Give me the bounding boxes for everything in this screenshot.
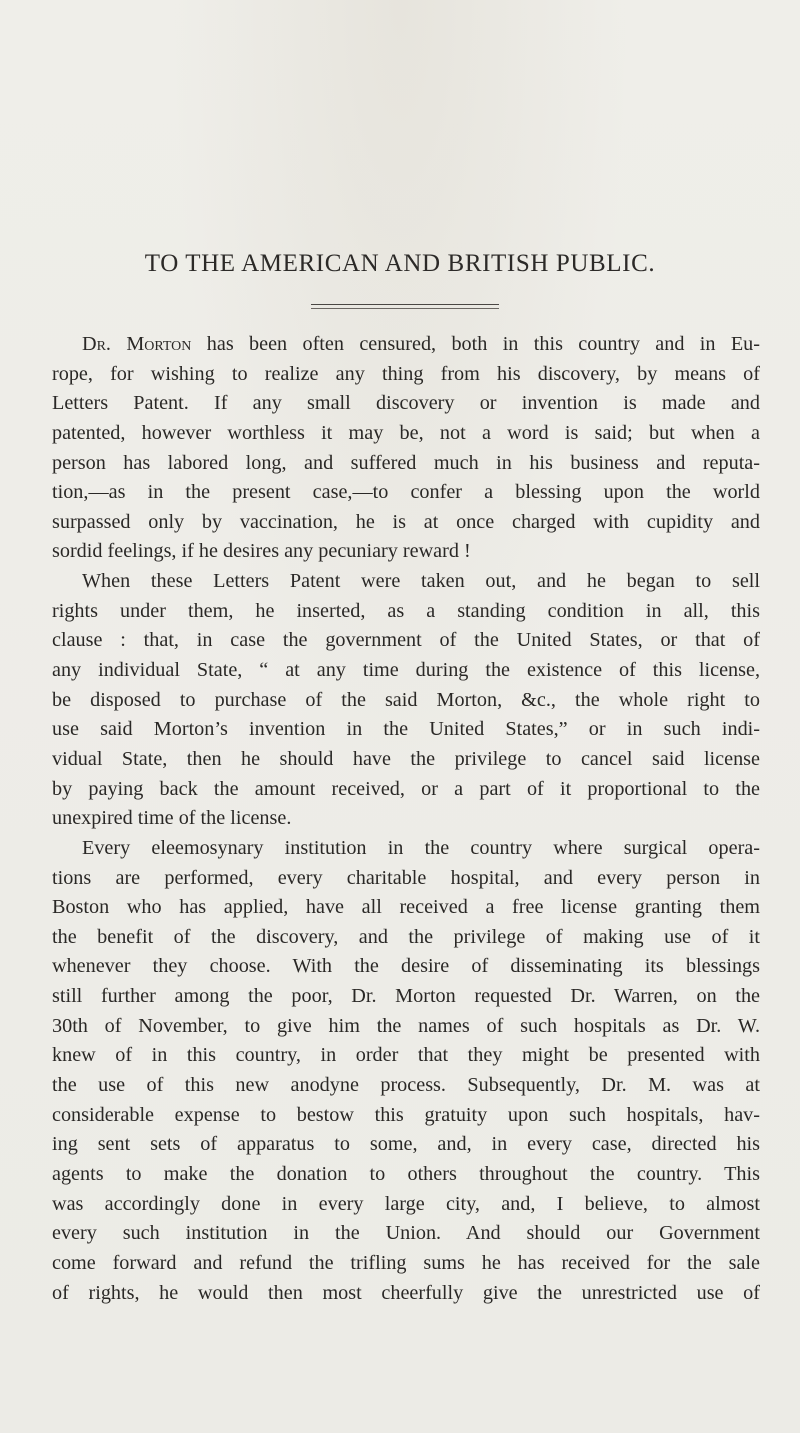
line-text: use said Morton’s invention in the United States,” or in such indi- — [52, 718, 760, 741]
text-line — [52, 952, 760, 982]
line-text: come forward and refund the trifling sums he has received for the sale — [52, 1251, 760, 1274]
line-text: still further among the poor, Dr. Morton requested Dr. Warren, on the — [52, 985, 760, 1008]
text-line — [52, 1160, 760, 1190]
line-text: tions are performed, every charitable hospital, and every person in — [52, 866, 760, 889]
line-text: the use of this new anodyne process. Subsequently, Dr. M. was at — [52, 1074, 760, 1097]
text-line — [52, 745, 760, 775]
line-text: knew of in this country, in order that they might be presented with — [52, 1044, 760, 1067]
line-text: surpassed only by vaccination, he is at once charged with cupidity and — [52, 510, 760, 533]
text-line — [52, 656, 760, 686]
text-line — [52, 1219, 760, 1249]
line-text: was accordingly done in every large city, and, I believe, to almost — [52, 1192, 760, 1215]
text-line — [52, 1279, 760, 1309]
line-text: whenever they choose. With the desire of disseminating its blessings — [52, 955, 760, 978]
line-text: considerable expense to bestow this gratuity upon such hospitals, hav- — [52, 1103, 760, 1126]
line-text: tion,—as in the present case,—to confer a blessing upon the world — [52, 481, 760, 504]
line-text: rope, for wishing to realize any thing from his discovery, by means of — [52, 362, 760, 385]
heading-rule — [311, 304, 499, 309]
text-line — [52, 1190, 760, 1220]
line-text: unexpired time of the license. — [52, 807, 292, 830]
text-line — [52, 537, 760, 567]
text-line — [52, 1130, 760, 1160]
line-text: Boston who has applied, have all received a free license granting them — [52, 896, 760, 919]
line-text: person has labored long, and suffered much in his business and reputa- — [52, 451, 760, 474]
text-line — [52, 1041, 760, 1071]
body-text — [52, 330, 760, 1308]
line-text: every such institution in the Union. And should our Government — [52, 1222, 760, 1245]
text-line — [52, 804, 760, 834]
line-text: When these Letters Patent were taken out, and he began to sell — [82, 570, 760, 593]
line-text: any individual State, “ at any time during the existence of this license, — [52, 659, 760, 682]
text-line — [52, 1101, 760, 1131]
line-text: be disposed to purchase of the said Morton, &c., the whole right to — [52, 688, 760, 711]
text-line — [52, 626, 760, 656]
line-text: ing sent sets of apparatus to some, and, in every case, directed his — [52, 1133, 760, 1156]
text-line — [52, 1249, 760, 1279]
text-line — [52, 360, 760, 390]
line-text: patented, however worthless it may be, not a word is said; but when a — [52, 421, 760, 444]
text-line — [52, 330, 760, 360]
text-line — [52, 597, 760, 627]
text-line — [52, 834, 760, 864]
text-line — [52, 864, 760, 894]
author-name: Dr. Morton — [82, 333, 192, 355]
line-text: by paying back the amount received, or a part of it proportional to the — [52, 777, 760, 800]
text-line — [52, 775, 760, 805]
line-text: of rights, he would then most cheerfully give the unrestricted use of — [52, 1281, 760, 1304]
text-line — [52, 982, 760, 1012]
line-text: clause : that, in case the government of the United States, or that of — [52, 629, 760, 652]
text-line — [52, 508, 760, 538]
document-heading: TO THE AMERICAN AND BRITISH PUBLIC. — [144, 250, 656, 277]
text-line — [52, 1012, 760, 1042]
text-line — [52, 449, 760, 479]
text-line — [52, 923, 760, 953]
line-text: agents to make the donation to others throughout the country. This — [52, 1162, 760, 1185]
line-text: 30th of November, to give him the names of such hospitals as Dr. W. — [52, 1014, 760, 1037]
text-line — [52, 1071, 760, 1101]
text-line — [52, 567, 760, 597]
line-text: Letters Patent. If any small discovery or invention is made and — [52, 392, 760, 415]
line-text: vidual State, then he should have the privilege to cancel said license — [52, 747, 760, 770]
text-line — [52, 419, 760, 449]
line-text: rights under them, he inserted, as a standing condition in all, this — [52, 599, 760, 622]
text-line — [52, 893, 760, 923]
line-text: the benefit of the discovery, and the privilege of making use of it — [52, 925, 760, 948]
text-line — [52, 478, 760, 508]
text-line — [52, 715, 760, 745]
text-line — [52, 686, 760, 716]
line-text: Every eleemosynary institution in the country where surgical opera- — [82, 836, 760, 859]
line-text: has been often censured, both in this country and in Eu- — [191, 333, 760, 355]
line-text: sordid feelings, if he desires any pecuniary reward ! — [52, 540, 471, 563]
text-line — [52, 389, 760, 419]
